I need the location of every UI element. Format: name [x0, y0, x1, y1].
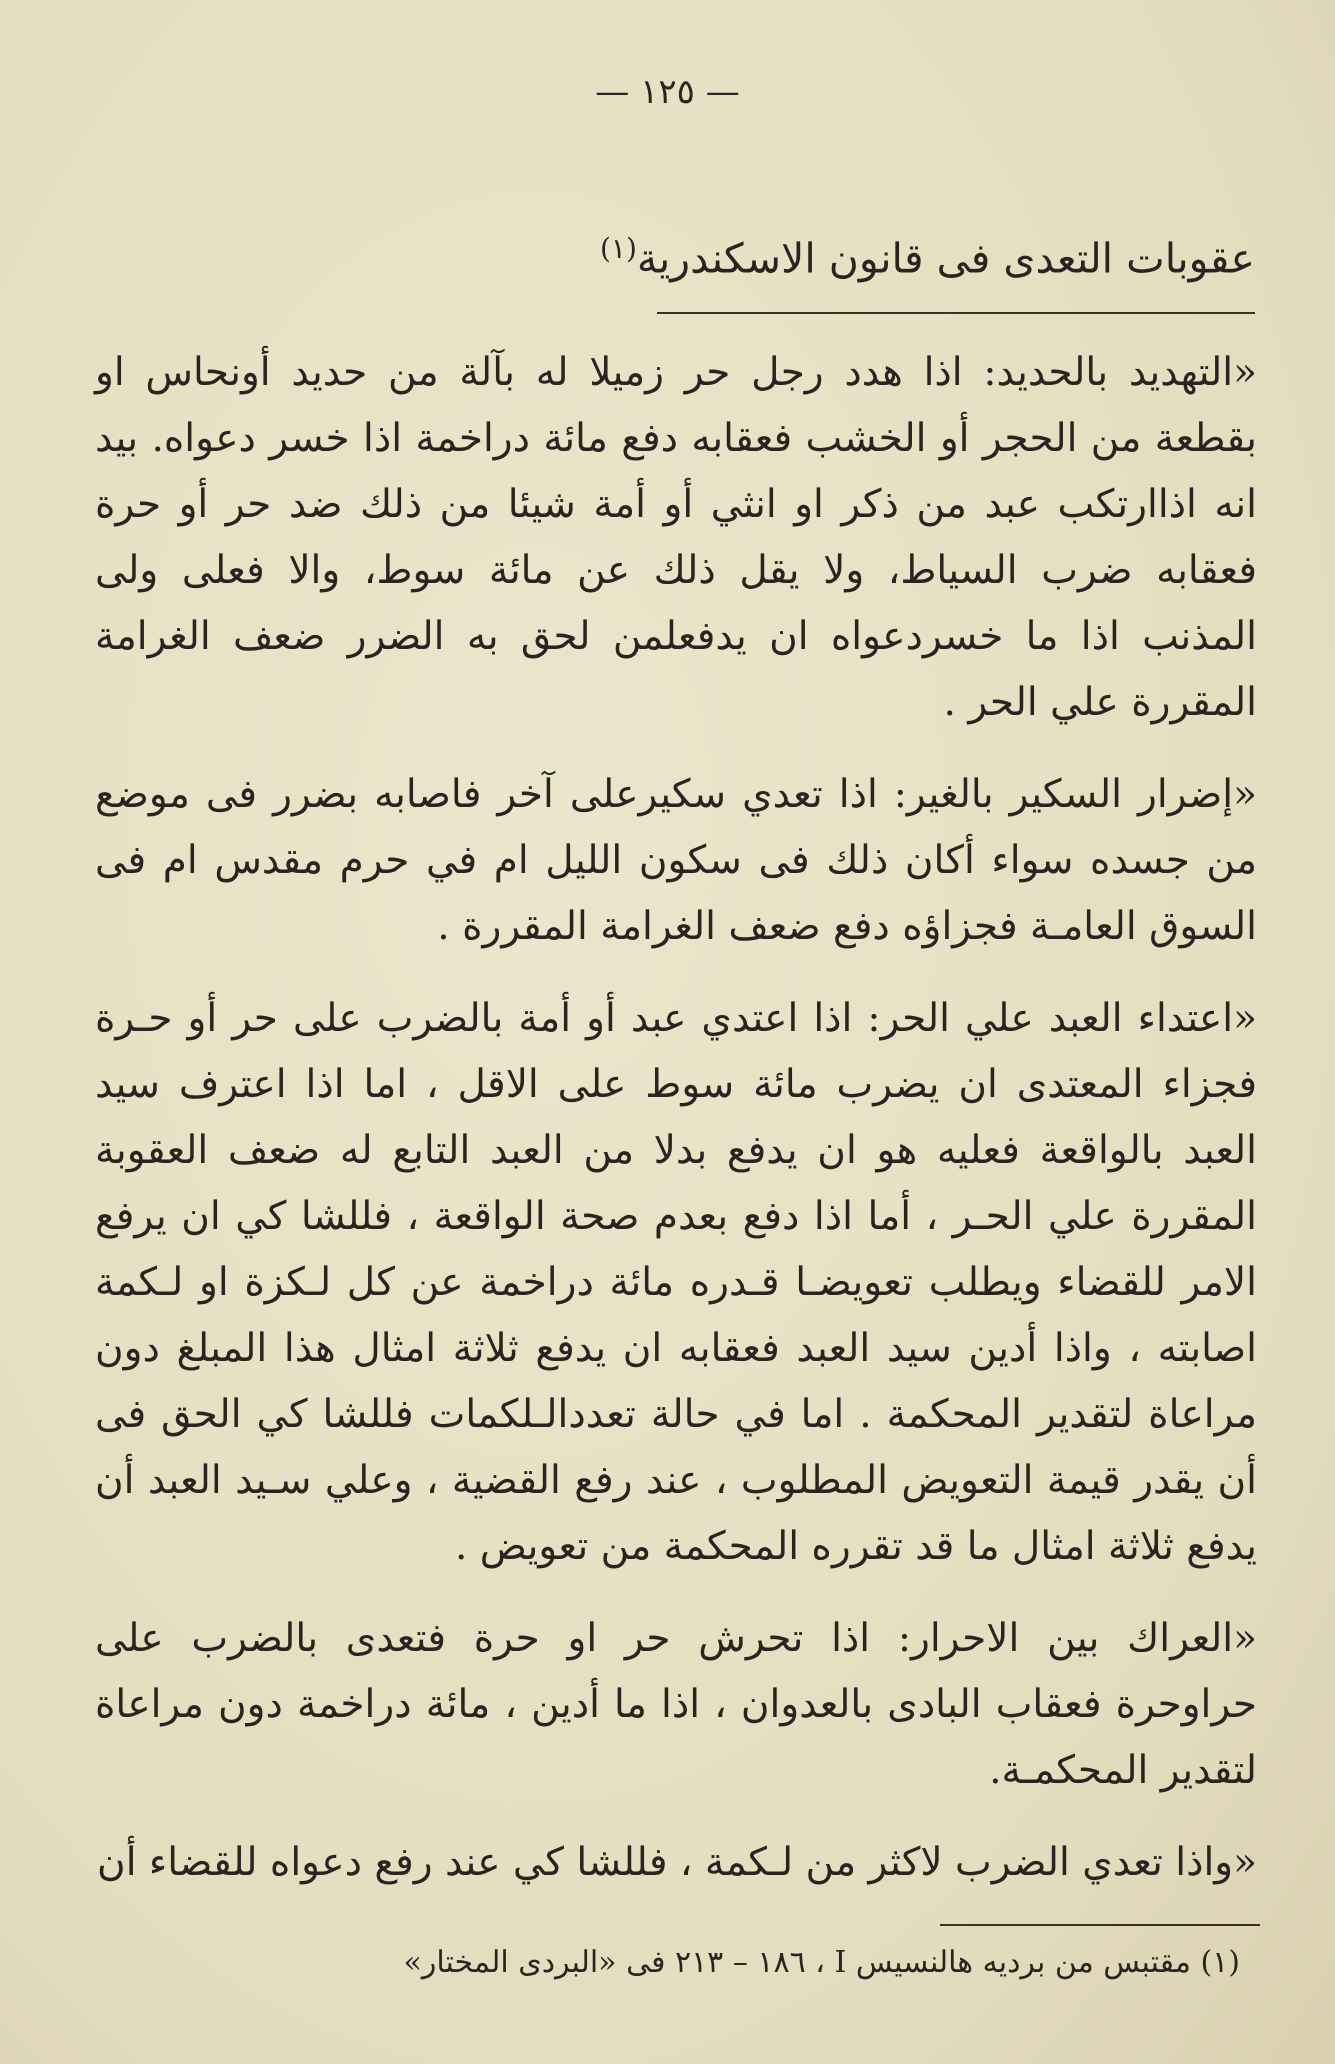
footnote: (١) مقتبس من برديه هالنسيس I ، ١٨٦ – ٢١٣ فى «البردى المختار»: [403, 1945, 1240, 1980]
paragraph-slave-assault: «اعتداء العبد علي الحر: اذا اعتدي عبد أو أمة بالضرب على حر أو حـرة فجزاء المعتدى ان يضرب مائة سوط على الاقل ، اما اذا اعترف سيد العبد بالواقعة فعليه هو ان يدفع بدلا من العبد التابع له ضعف العقوبة المقررة علي الحـر ، أما اذا دفع بعدم صحة الواقعة ، فللشا كي ان يرفع الامر للقضاء ويطلب تعويضـا قـدره مائة دراخمة عن كل لـكزة او لـكمة اصابته ، واذا أدين سيد العبد فعقابه ان يدفع ثلاثة امثال هذا المبلغ دون مراعاة لتقدير المحكمة . اما في حالة تعددالـلكمات فللشا كي الحق فى أن يقدر قيمة التعويض المطلوب ، عند رفع القضية ، وعلي سـيد العبد أن يدفع ثلاثة امثال ما قد تقرره المحكمة من تعويض .: [95, 996, 1257, 1569]
footnote-divider: [940, 1924, 1260, 1926]
paragraph-drunk-harm: «إضرار السكير بالغير: اذا تعدي سكيرعلى آخر فاصابه بضرر فى موضع من جسده سواء أكان ذلك فى سكون الليل ام في حرم مقدس ام فى السوق العامـة فجزاؤه دفع ضعف الغرامة المقررة .: [95, 772, 1257, 949]
paragraph-multiple-blows: «واذا تعدي الضرب لاكثر من لـكمة ، فللشا كي عند رفع دعواه للقضاء أن: [97, 1840, 1257, 1885]
section-title: [600, 232, 1255, 283]
title-underline: [657, 312, 1255, 314]
footnote-reference: (١): [599, 232, 637, 265]
paragraph-threat-with-iron: «التهديد بالحديد: اذا هدد رجل حر زميلا له بآلة من حديد أونحاس او بقطعة من الحجر أو الخشب فعقابه دفع مائة دراخمة اذا خسر دعواه. بيد انه اذاارتكب عبد من ذكر او انثي أو أمة شيئا من ذلك ضد حر أو حرة فعقابه ضرب السياط، ولا يقل ذلك عن مائة سوط، والا فعلى ولى المذنب اذا ما خسردعواه ان يدفعلمن لحق به الضرر ضعف الغرامة المقررة علي الحر .: [95, 350, 1257, 725]
paragraph-free-men-brawl: «العراك بين الاحرار: اذا تحرش حر او حرة فتعدى بالضرب على حراوحرة فعقاب البادى بالعدوان ، اذا ما أدين ، مائة دراخمة دون مراعاة لتقدير المحكمـة.: [95, 1616, 1257, 1793]
body-text: [95, 340, 1257, 1896]
page-number: — ١٢٥ —: [595, 72, 740, 112]
section-title-text: عقوبات التعدى فى قانون الاسكندرية: [636, 234, 1255, 283]
